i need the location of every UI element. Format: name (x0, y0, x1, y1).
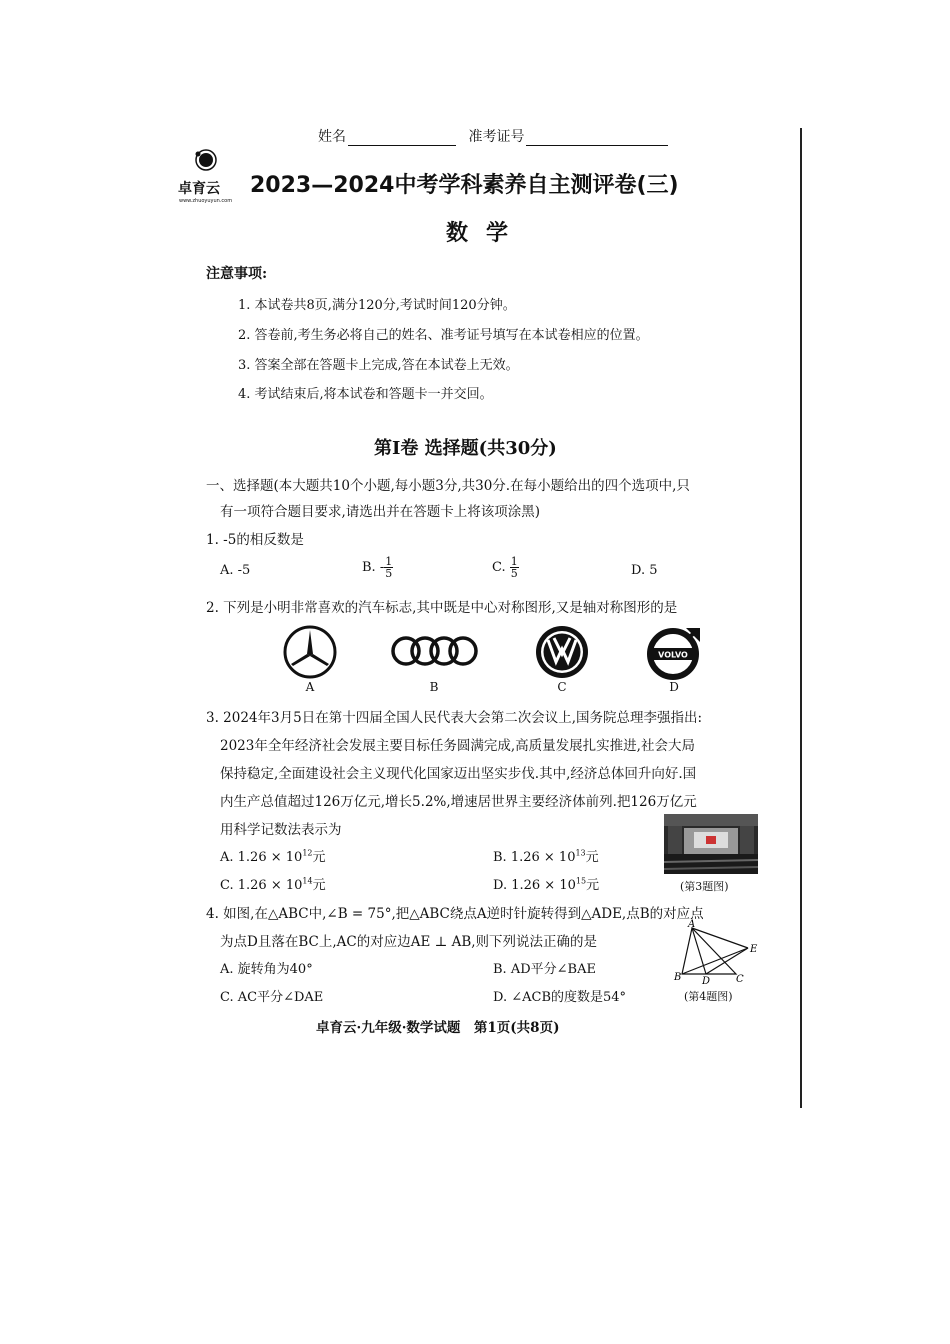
fraction-numerator: 1 (510, 555, 518, 568)
q4-triangle-diagram (668, 918, 764, 988)
volkswagen-logo-icon (533, 624, 591, 680)
mercedes-logo-icon (282, 624, 338, 680)
option-exponent: 13 (575, 848, 586, 858)
q2-label-c: C (557, 680, 567, 694)
q2-label-d: D (669, 680, 679, 694)
option-unit: 元 (312, 850, 326, 865)
q1-option-b-prefix: B. - (362, 560, 385, 575)
q3-option-d (493, 874, 599, 893)
q3-stem-line: 内生产总值超过126万亿元,增长5.2%,增速居世界主要经济体前列.把126万亿元 (220, 794, 697, 810)
q4-stem-line: 为点D且落在BC上,AC的对应边AE ⊥ AB,则下列说法正确的是 (220, 934, 598, 950)
section-instructions-cont: 有一项符合题目要求,请选出并在答题卡上将该项涂黑) (220, 504, 541, 520)
subject-title: 数学 (446, 221, 527, 246)
q1-stem: 1. -5的相反数是 (206, 532, 304, 548)
q3-stem-line: 用科学记数法表示为 (220, 822, 342, 838)
volvo-logo-icon (646, 624, 704, 680)
option-exponent: 15 (575, 876, 587, 886)
notice-item: 3. 答案全部在答题卡上完成,答在本试卷上无效。 (238, 358, 519, 373)
point-label-a: A (688, 919, 696, 930)
name-blank[interactable] (348, 131, 456, 146)
fraction-denominator: 5 (385, 567, 393, 580)
point-label-e: E (750, 944, 758, 955)
section-instructions: 一、选择题(本大题共10个小题,每小题3分,共30分.在每小题给出的四个选项中,只 (206, 478, 690, 494)
exam-title: 2023—2024中考学科素养自主测评卷(三) (250, 173, 679, 198)
q2-label-b: B (429, 680, 439, 694)
point-label-d: D (702, 976, 711, 987)
q3-stem-line: 2023年全年经济社会发展主要目标任务圆满完成,高质量发展扎实推进,社会大局 (220, 738, 695, 754)
option-base: C. 1.26 × 10 (220, 878, 303, 893)
q3-option-a (220, 846, 326, 865)
notice-item: 2. 答卷前,考生务必将自己的姓名、准考证号填写在本试卷相应的位置。 (238, 328, 649, 343)
q1-option-b-fraction (384, 556, 393, 579)
option-base: A. 1.26 × 10 (220, 850, 303, 865)
q4-stem-line: 4. 如图,在△ABC中,∠B = 75°,把△ABC绕点A逆时针旋转得到△ADE,点B的对应点 (206, 906, 704, 922)
name-label: 姓名 (318, 129, 346, 145)
q4-option-c: C. AC平分∠DAE (220, 990, 324, 1005)
option-base: B. 1.26 × 10 (493, 850, 576, 865)
q3-hall-photo (664, 814, 758, 874)
page-fold-line (800, 128, 802, 1108)
notice-item: 4. 考试结束后,将本试卷和答题卡一并交回。 (238, 387, 493, 402)
point-label-c: C (736, 974, 744, 985)
fraction-denominator: 5 (510, 567, 518, 580)
exam-no-label: 准考证号 (468, 129, 525, 145)
option-unit: 元 (312, 878, 326, 893)
brand-logo-url: www.zhuoyuyun.com (179, 198, 233, 204)
page-footer: 卓育云·九年级·数学试题 第1页(共8页) (316, 1020, 560, 1036)
q4-option-b: B. AD平分∠BAE (493, 962, 596, 977)
option-base: D. 1.26 × 10 (493, 878, 576, 893)
volvo-logo-text: VOLVO (658, 650, 688, 660)
point-label-b: B (674, 972, 682, 983)
q3-stem-line: 保持稳定,全面建设社会主义现代化国家迈出坚实步伐.其中,经济总体回升向好.国 (220, 766, 697, 782)
candidate-info-row (318, 126, 676, 146)
q1-option-c (492, 556, 519, 579)
q3-option-c (220, 874, 326, 893)
q4-option-a: A. 旋转角为40° (220, 962, 313, 977)
section-title: 第Ⅰ卷 选择题(共30分) (374, 438, 557, 459)
q1-option-c-prefix: C. (492, 560, 510, 575)
q3-option-b (493, 846, 599, 865)
q1-option-b (362, 556, 393, 579)
q2-label-a: A (305, 680, 315, 694)
option-unit: 元 (585, 850, 599, 865)
notice-item: 1. 本试卷共8页,满分120分,考试时间120分钟。 (238, 298, 516, 313)
exam-no-blank[interactable] (526, 131, 668, 146)
q4-figure-caption: (第4题图) (684, 990, 733, 1003)
option-exponent: 12 (302, 848, 313, 858)
fraction-numerator: 1 (385, 555, 393, 568)
q1-option-a: A. -5 (220, 563, 251, 578)
q2-stem: 2. 下列是小明非常喜欢的汽车标志,其中既是中心对称图形,又是轴对称图形的是 (206, 600, 678, 616)
q3-figure-caption: (第3题图) (680, 880, 729, 893)
q4-option-d: D. ∠ACB的度数是54° (493, 990, 627, 1005)
q3-stem-line: 3. 2024年3月5日在第十四届全国人民代表大会第二次会议上,国务院总理李强指出: (206, 710, 703, 726)
option-unit: 元 (586, 878, 600, 893)
option-exponent: 14 (302, 876, 313, 886)
notice-heading: 注意事项: (206, 266, 268, 282)
brand-logo-text: 卓育云 (178, 181, 220, 197)
q1-option-c-fraction (510, 556, 519, 579)
q1-option-d: D. 5 (631, 563, 658, 578)
audi-logo-icon (390, 634, 480, 668)
